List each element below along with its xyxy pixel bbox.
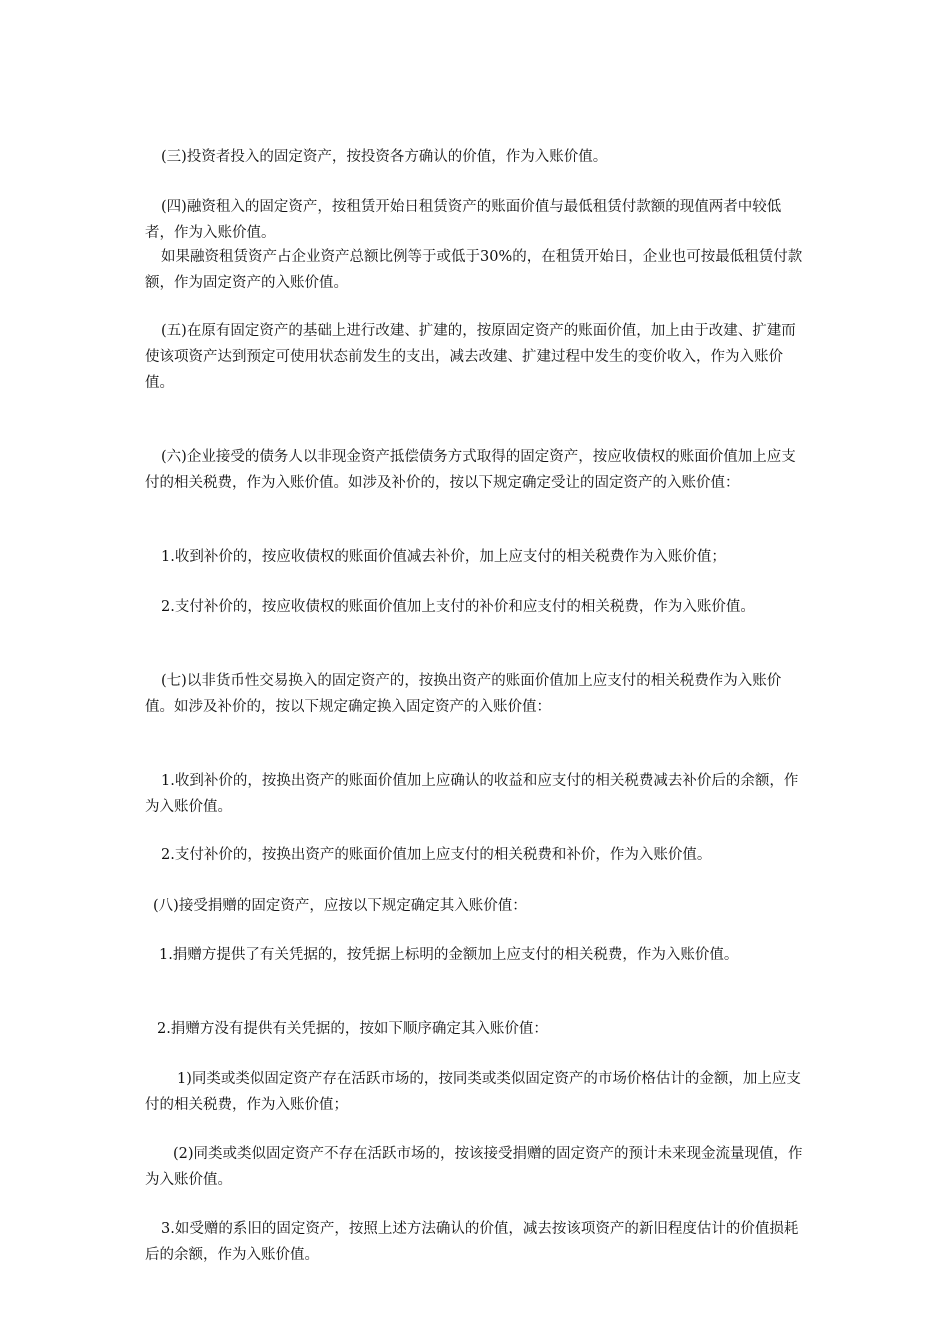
paragraph-nonmonetary-exchange: (七)以非货币性交易换入的固定资产的，按换出资产的账面价值加上应支付的相关税费作为入账价值。如涉及补价的，按以下规定确定换入固定资产的入账价值： [145,673,782,715]
paragraph-debt-received-compensation: 1.收到补价的，按应收债权的账面价值减去补价，加上应支付的相关税费作为入账价值； [161,549,726,565]
paragraph-finance-lease: (四)融资租入的固定资产，按租赁开始日租赁资产的账面价值与最低租赁付款额的现值两者中较低者，作为入账价值。 [145,199,782,241]
paragraph-debt-restructuring: (六)企业接受的债务人以非现金资产抵偿债务方式取得的固定资产，按应收债权的账面价值加上应支付的相关税费，作为入账价值。如涉及补价的，按以下规定确定受让的固定资产的入账价值： [145,449,796,491]
paragraph-donation-without-documents: 2.捐赠方没有提供有关凭据的，按如下顺序确定其入账价值： [157,1021,548,1037]
paragraph-finance-lease-threshold: 如果融资租赁资产占企业资产总额比例等于或低于30%的，在租赁开始日，企业也可按最低租赁付款额，作为固定资产的入账价值。 [145,249,803,291]
paragraph-debt-paid-compensation: 2.支付补价的，按应收债权的账面价值加上支付的补价和应支付的相关税费，作为入账价值。 [161,599,755,615]
paragraph-exchange-received-compensation: 1.收到补价的，按换出资产的账面价值加上应确认的收益和应支付的相关税费减去补价后的余额，作为入账价值。 [145,773,799,815]
paragraph-used-donated-assets: 3.如受赠的系旧的固定资产，按照上述方法确认的价值，减去按该项资产的新旧程度估计的价值损耗后的余额，作为入账价值。 [145,1221,799,1263]
paragraph-renovation-expansion: (五)在原有固定资产的基础上进行改建、扩建的，按原固定资产的账面价值，加上由于改建、扩建而使该项资产达到预定可使用状态前发生的支出，减去改建、扩建过程中发生的变价收入，作为入账价值。 [145,323,796,391]
paragraph-active-market: 1)同类或类似固定资产存在活跃市场的，按同类或类似固定资产的市场价格估计的金额，加上应支付的相关税费，作为入账价值； [145,1071,801,1113]
paragraph-exchange-paid-compensation: 2.支付补价的，按换出资产的账面价值加上应支付的相关税费和补价，作为入账价值。 [161,847,712,863]
paragraph-investor-contribution: (三)投资者投入的固定资产，按投资各方确认的价值，作为入账价值。 [161,149,608,165]
paragraph-donation-with-documents: 1.捐赠方提供了有关凭据的，按凭据上标明的金额加上应支付的相关税费，作为入账价值。 [159,947,739,963]
paragraph-no-active-market: (2)同类或类似固定资产不存在活跃市场的，按该接受捐赠的固定资产的预计未来现金流量现值，作为入账价值。 [145,1146,803,1188]
paragraph-donated-assets: (八)接受捐赠的固定资产，应按以下规定确定其入账价值： [153,898,527,914]
